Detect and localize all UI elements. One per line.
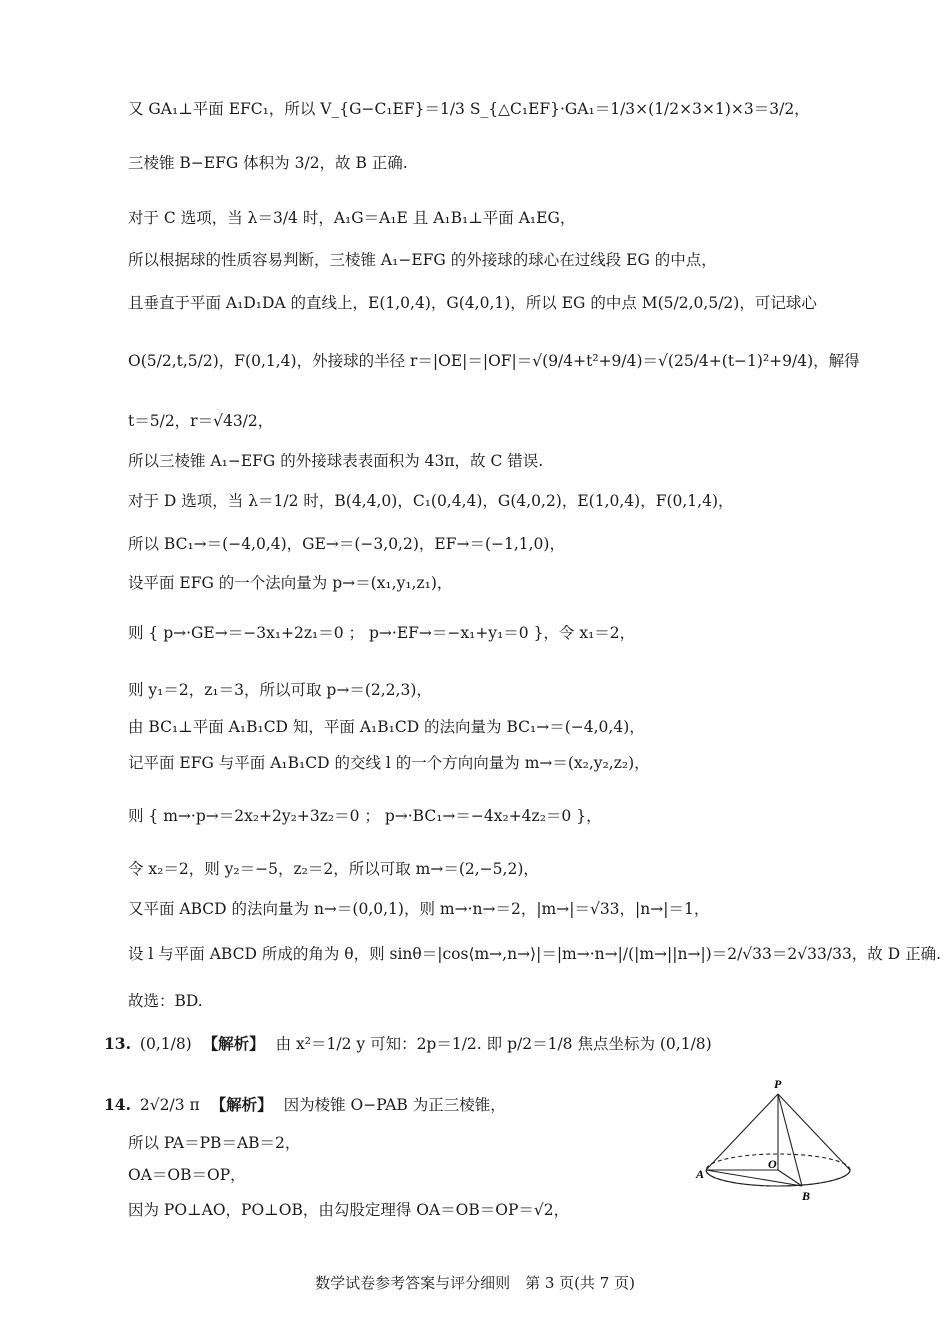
text-line: 对于 C 选项，当 λ＝3/4 时，A₁G＝A₁E 且 A₁B₁⊥平面 A₁EG， [128,209,576,227]
base-circle-front [706,1170,850,1186]
label-O: O [768,1157,777,1171]
pyramid-cone-figure [698,1074,858,1214]
text-line: 设 l 与平面 ABCD 所成的角为 θ，则 sinθ＝|cos⟨m→,n→⟩|＝|m→·n→|/(|m→||n→|)＝2/√33＝2√33/33，故 D 正确. [128,945,942,963]
text-line: 由 BC₁⊥平面 A₁B₁CD 知，平面 A₁B₁CD 的法向量为 BC₁→＝(−4,0,4)， [128,718,645,736]
text-line: 所以 PA＝PB＝AB＝2， [128,1134,301,1152]
question-number: 14. [104,1095,131,1114]
text-line: 因为 PO⊥AO，PO⊥OB，由勾股定理得 OA＝OB＝OP＝√2， [128,1201,570,1219]
text-line: O(5/2,t,5/2)，F(0,1,4)，外接球的半径 r＝|OE|＝|OF|＝√(9/4+t²+9/4)＝√(25/4+(t−1)²+9/4)，解得 [128,352,860,370]
label-B: B [802,1189,811,1203]
question-number: 13. [104,1034,131,1053]
text-line: 所以根据球的性质容易判断，三棱锥 A₁−EFG 的外接球的球心在过线段 EG 的中点， [128,251,717,269]
text-line: 则 y₁＝2，z₁＝3，所以可取 p→＝(2,2,3)， [128,681,432,699]
label-A: A [696,1167,705,1181]
text-line: 则 { m→·p→＝2x₂+2y₂+3z₂＝0 ； p→·BC₁→＝−4x₂+4z₂＝0 }， [128,807,602,825]
analysis-tag: 【解析】 [202,1034,265,1053]
text-line: 令 x₂＝2，则 y₂＝−5，z₂＝2，所以可取 m→＝(2,−5,2)， [128,860,539,878]
question-13 [104,1033,870,1055]
text-line: OA＝OB＝OP， [128,1166,246,1184]
edge-AB [706,1170,802,1186]
text-line: 所以三棱锥 A₁−EFG 的外接球表表面积为 43π，故 C 错误. [128,452,544,470]
analysis-text: 因为棱锥 O−PAB 为正三棱锥， [283,1096,506,1114]
label-P: P [774,1077,782,1091]
page-footer: 数学试卷参考答案与评分细则 第 3 页(共 7 页) [315,1274,635,1292]
question-answer: (0,1/8) [139,1035,192,1053]
text-line: t＝5/2，r＝√43/2， [128,412,274,430]
text-line: 对于 D 选项，当 λ＝1/2 时，B(4,4,0)，C₁(0,4,4)，G(4,0,2)，E(1,0,4)，F(0,1,4)， [128,492,734,510]
analysis-text: 由 x²＝1/2 y 可知：2p＝1/2. 即 p/2＝1/8 焦点坐标为 (0,1/8) [275,1035,712,1053]
text-line: 又平面 ABCD 的法向量为 n→＝(0,0,1)，则 m→·n→＝2，|m→|＝√33，|n→|＝1， [128,900,710,918]
text-line: 设平面 EFG 的一个法向量为 p→＝(x₁,y₁,z₁)， [128,574,453,592]
text-line: 则 { p→·GE→＝−3x₁+2z₁＝0 ； p→·EF→＝−x₁+y₁＝0 }，令 x₁＝2， [128,624,636,642]
text-line: 记平面 EFG 与平面 A₁B₁CD 的交线 l 的一个方向向量为 m→＝(x₂,y₂,z₂)， [128,754,650,772]
text-line: 所以 BC₁→＝(−4,0,4)，GE→＝(−3,0,2)，EF→＝(−1,1,0)， [128,535,565,553]
text-line: 且垂直于平面 A₁D₁DA 的直线上，E(1,0,4)，G(4,0,1)，所以 EG 的中点 M(5/2,0,5/2)，可记球心 [128,294,817,312]
text-line: 三棱锥 B−EFG 体积为 3/2，故 B 正确. [128,154,408,172]
cone-edge-right [778,1094,850,1170]
analysis-tag: 【解析】 [210,1095,273,1114]
text-line: 又 GA₁⊥平面 EFC₁，所以 V_{G−C₁EF}＝1/3 S_{△C₁EF}·GA₁＝1/3×(1/2×3×1)×3＝3/2， [128,100,810,118]
question-answer: 2√2/3 π [139,1096,200,1114]
text-line: 故选：BD. [128,992,203,1010]
